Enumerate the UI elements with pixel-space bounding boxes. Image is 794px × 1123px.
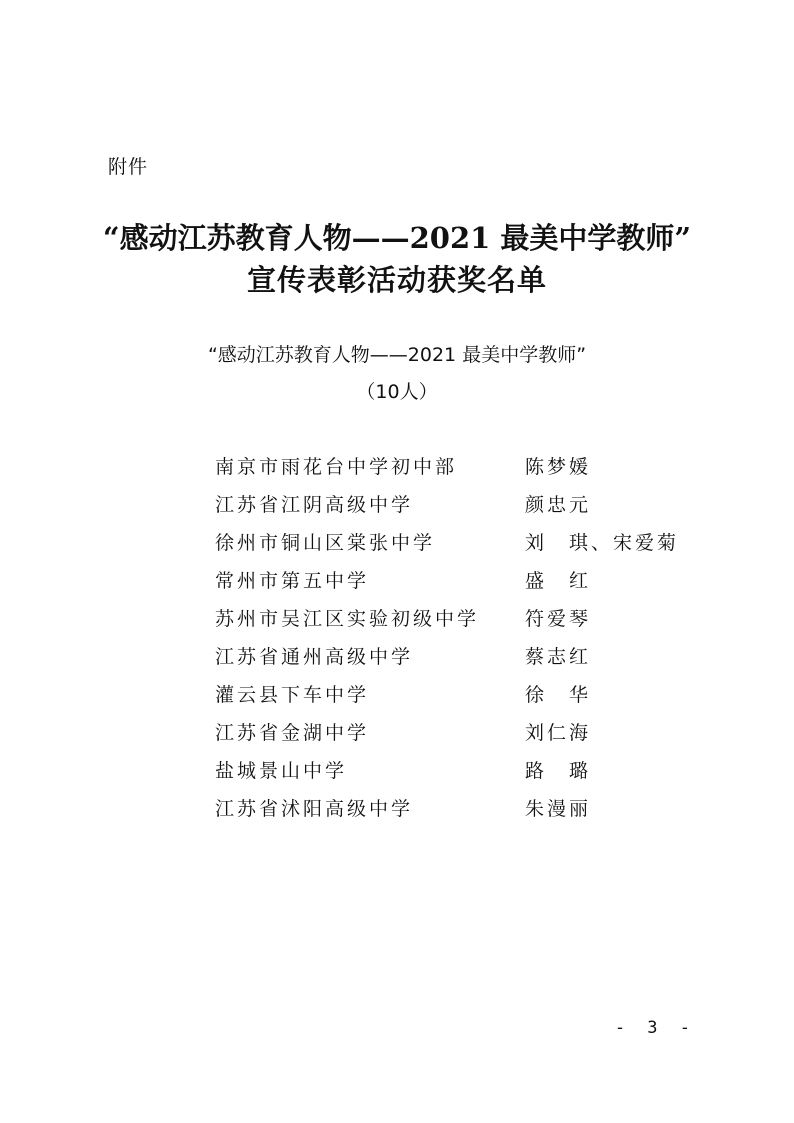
list-item [215,489,695,527]
attachment-label: 附件 [108,156,149,178]
teacher-name: 朱漫丽 [525,798,592,820]
teacher-name: 蔡志红 [525,646,592,668]
teacher-name: 盛 红 [525,570,592,592]
list-item [215,641,695,679]
page-number: - 3 - [614,1018,696,1038]
school-name: 苏州市吴江区实验初级中学 [215,608,480,630]
school-name: 江苏省江阴高级中学 [215,494,414,516]
teacher-name: 颜忠元 [525,494,592,516]
school-name: 江苏省金湖中学 [215,722,370,744]
teacher-name: 陈梦媛 [525,456,592,478]
section-count: （10人） [356,381,438,403]
list-item [215,755,695,793]
school-name: 徐州市铜山区棠张中学 [215,532,436,554]
list-item [215,603,695,641]
main-title-line2: 宣传表彰活动获奖名单 [246,263,547,297]
teacher-name: 徐 华 [525,684,592,706]
school-name: 江苏省沭阳高级中学 [215,798,414,820]
school-name: 常州市第五中学 [215,570,370,592]
awardee-list [215,451,695,831]
list-item [215,565,695,603]
school-name: 盐城景山中学 [215,760,348,782]
school-name: 南京市雨花台中学初中部 [215,456,458,478]
list-item [215,451,695,489]
section-title: “感动江苏教育人物——2021 最美中学教师” [207,344,587,366]
teacher-name: 符爱琴 [525,608,592,630]
list-item [215,793,695,831]
teacher-name: 刘 琪、宋爱菊 [525,532,680,554]
main-title-line1: “感动江苏教育人物——2021 最美中学教师” [102,221,692,255]
school-name: 灌云县下车中学 [215,684,370,706]
list-item [215,679,695,717]
list-item [215,717,695,755]
teacher-name: 刘仁海 [525,722,592,744]
school-name: 江苏省通州高级中学 [215,646,414,668]
teacher-name: 路 璐 [525,760,592,782]
list-item [215,527,695,565]
